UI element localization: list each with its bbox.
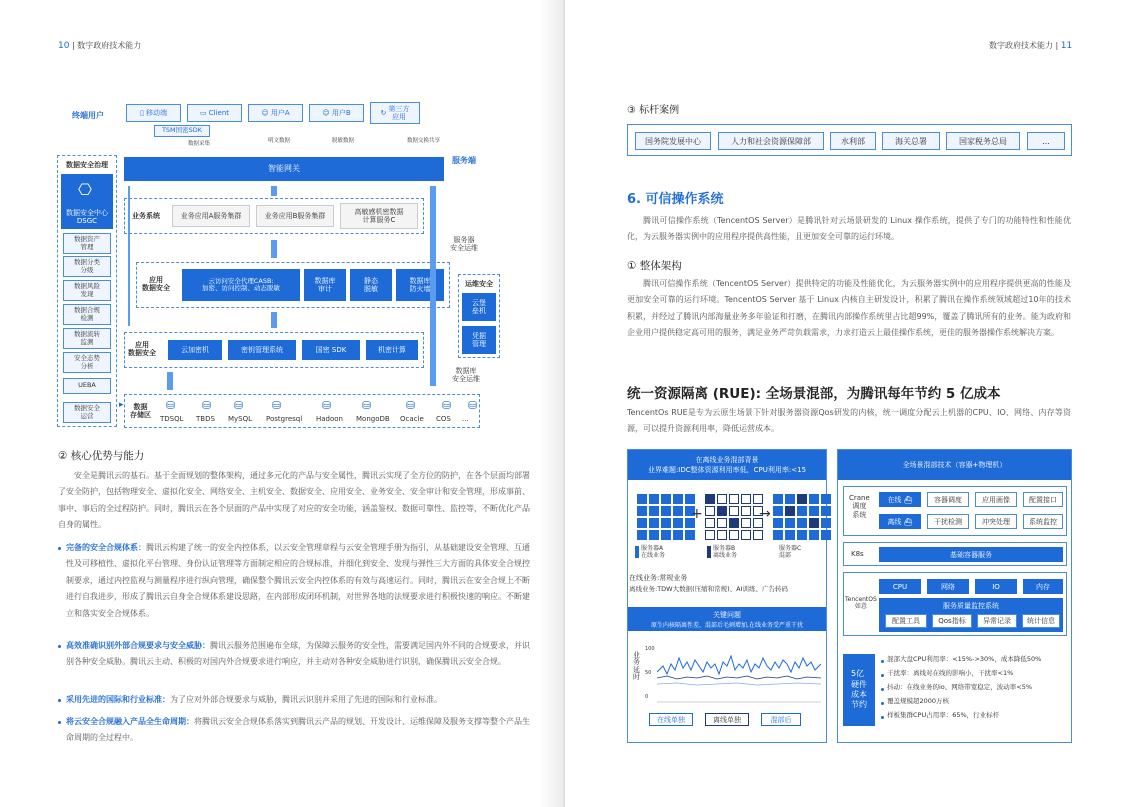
governance-title: 数据安全治理 [66,161,108,169]
saving-badge: 5亿 硬件 成本 节约 [843,654,875,726]
crane-item: 应用画像 [975,492,1017,507]
k8s-label: K8s [851,550,864,558]
db-firewall: 数据库 防火墙 [396,269,444,301]
server-b-grid [705,494,763,540]
flow-exchange: 数据交换共享 [407,138,441,144]
storage-item: Postgresql [266,415,303,423]
case-item: 人力和社会资源保障部 [718,132,824,150]
chart-line-mixed [657,656,821,674]
governance-item: 数据资产 管理 [63,233,111,254]
right-page [565,0,1128,807]
tos-label: TencentOS 如意 [845,596,877,611]
bullet-1: 完备的安全合规体系：腾讯云构建了统一的安全内控体系，以云安全管理章程与云安全管理手册为指引，从基础建设安全管理、互通性及可移植性、虚拟化平台管理、身份认证管理等方面制定相应的合规标准，并细化到安全、发现与弹性三大方面的具体安全合规控制要求，通过内控监视与测量程序进行纵向管理，确保整个腾讯云安全内控体系的有效与高速运行。同时，腾讯云在安全合规上不断进行自我进步，形成了腾讯云自身全合规体系建设思路，在内部形成闭环机制，对世界各地的法规要求进行积极快速的响应。不断建立和落实安全合规体系。 [66,543,530,618]
server-c-grid [773,494,831,540]
core-advantages-title: ② 核心优势与能力 [58,450,145,462]
os-title: 6. 可信操作系统 [627,192,724,207]
plus-icon: + [691,506,703,522]
dsgc: 数据安全中心 DSGC [61,174,113,229]
flow-plain: 明文数据 [268,138,291,144]
result-bullet [881,688,884,691]
crypto-label: 应用 数据安全 [128,341,156,358]
cloud-hsm: 云加密机 [168,340,222,360]
key-issue: 关键问题 原生内核隔离性差，混部后毛刺增加,在线业务受严重干扰 [628,607,826,631]
legend-offline-only: 离线单独 [705,713,749,726]
result-item: 混部大盘CPU利用率：<15%->30%，成本降低50% [887,655,1042,663]
result-bullet [881,716,884,719]
storage-label: 数据 存储区 [130,403,151,420]
arrow-right-icon: ▸ [119,400,124,410]
qos-item: 统计信息 [1022,614,1060,628]
end-user-label: 终端用户 [72,111,104,120]
result-item: 样板集群CPU占用率：65%，行业标杆 [887,711,1000,719]
qos-item: 异常记录 [977,614,1017,628]
online-tag: 在线 ⛴ [879,492,921,507]
chart-ylabel: 业务延时 [633,651,640,682]
end-user-client: ▭ Client [187,104,242,122]
legend-a: 服务器A 在线业务 [641,545,666,560]
user-icon: ☺ [322,108,332,117]
database-icon: ⛁ [234,399,244,412]
storage-item: ... [462,415,469,423]
bullet-3: 采用先进的国际和行业标准：为了应对外部合规要求与威胁，腾讯云识别并采用了先进的国际和行业标准。 [66,695,442,704]
server-label: 服务端 [452,156,476,165]
header-title: 数字政府技术能力 [989,41,1053,50]
monitor-icon: ▭ [199,108,209,117]
bullet-dot [58,721,61,724]
right-header: 数字政府技术能力 | 11 [989,41,1073,51]
smart-gateway: 智能网关 [124,157,444,181]
case-item: 国务院发展中心 [635,132,711,150]
intro-paragraph: 安全是腾讯云的基石。基于全面规划的整体架构，通过多元化的产品与安全属性，腾讯云实现了全方位的防护，在各个层面均部署了安全防护，包括物理安全、虚拟化安全、网络安全、主机安全、数据安全、应用安全、业务安全、安全审计和安全管理，形成事前、事中、事后的全过程防护。同时，腾讯云在各个层面的产品中实现了对应的安全功能，涵盖鉴权、数据可靠性、监控等，不断优化产品自身的属性。 [58,471,530,530]
business-app-c: 高敏感机密数据 计算服务C [340,203,418,229]
result-bullet [881,660,884,663]
share-icon: ↻ [380,108,389,117]
sm-sdk: 国密 SDK [302,340,360,360]
legend-b: 服务器B 离线业务 [713,545,738,560]
qos-item: 配置工具 [885,614,927,628]
app-security-label: 应用 数据安全 [142,276,170,293]
governance-item: 数据风险 发现 [63,280,111,301]
business-app-b: 业务应用B服务集群 [256,205,334,227]
header-title: 数字政府技术能力 [77,41,142,50]
database-icon: ⛁ [442,399,452,412]
res-item: 网络 [927,579,969,594]
arrow [167,372,173,390]
storage-item: MongoDB [356,415,390,423]
arch-title: ① 整体架构 [627,260,682,272]
result-item: 抖动：在线业务的io、网络带宽稳定，波动率<5% [887,683,1033,691]
confidential-computing: 机密计算 [366,340,418,360]
storage-item: TBDS [196,415,215,423]
chart-tick: 0 [645,694,649,700]
mobile-icon: ▯ [139,108,147,117]
end-user-b: ☺ 用户B [309,104,364,122]
case-item: 海关总署 [882,132,940,150]
online-desc: 在线业务:常规业务 [629,574,688,582]
legend-swatch [707,546,711,558]
arrow [271,312,277,328]
result-bullet [881,702,884,705]
case-item: ... [1027,132,1065,150]
res-item: 内存 [1023,579,1063,594]
crane-item: 容器调度 [927,492,969,507]
offline-tag: 离线 ⛴ [879,514,921,529]
case-item: 国家税务总局 [946,132,1020,150]
left-header: 10 | 数字政府技术能力 [58,41,142,51]
end-user-third-party: ↻ 第三方 应用 [370,102,420,124]
db-audit: 数据库 审计 [304,269,346,301]
crane-item: 配置接口 [1023,492,1063,507]
result-bullet [881,674,884,677]
database-icon: ⛁ [166,399,176,412]
result-item: 覆盖规模超2000万核 [887,697,950,705]
rue-bg-title: 在离线业务混部背景 业界难题:IDC整体资源利用率低，CPU利用率:<15 [628,450,826,480]
server-a-grid [637,494,695,540]
rue-text: TencentOs RUE是专为云原生场景下针对服务器资源Qos研发的内核，统一调度分配云上机器的CPU、IO、网络、内存等资源，可以提升资源利用率，降低运营成本。 [627,408,1071,434]
docker-icon: ⛴ [903,495,913,504]
governance-item: 数据分类 分级 [63,256,111,277]
tsm-sdk: TSM国密SDK [154,125,210,137]
user-icon: ☺ [261,108,271,117]
chart-line-online [657,683,821,685]
res-item: IO [975,579,1017,594]
arrow [271,240,277,258]
governance-item: 数据合规 检测 [63,304,111,325]
docker-icon: ⛴ [903,517,913,526]
latency-chart [657,644,821,704]
res-item: CPU [879,579,921,594]
arrow-right-icon: → [759,506,771,522]
server-ops: 服务器 安全运维 [450,236,478,253]
crane-item: 冲突处理 [975,514,1017,529]
governance-item: 数据安全 运营 [63,402,111,423]
qos-panel: 服务质量监控系统 [879,598,1063,632]
bullet-dot [58,645,61,648]
storage-item: COS [436,415,451,423]
chart-tick: 100 [645,646,655,652]
static-mask: 静态 脱敏 [350,269,392,301]
db-ops: 数据库 安全运维 [452,367,480,384]
qos-item: Qos指标 [932,614,972,628]
bullet-dot [58,699,61,702]
chart-tick: 50 [645,670,652,676]
connector-line [128,186,130,326]
storage-item: MySQL [228,415,253,423]
database-icon: ⛁ [202,399,212,412]
chart-line-offline [657,676,821,679]
page-number: 10 [58,41,70,51]
legend-c: 服务器C 混部 [779,545,802,560]
tech-title: 全场景混部技术（容器+物理机） [838,450,1071,480]
arrow [430,186,436,386]
database-icon: ⛁ [362,399,372,412]
governance-item: 安全态势 分析 [63,352,111,373]
ops-title: 运维安全 [465,280,493,288]
storage-item: TDSQL [160,415,184,423]
bullet-2: 高效准确识别外部合规要求与安全威胁：腾讯云服务范围遍布全球，为保障云服务的安全性，需要满足国内外不同的合规要求，并识别各种安全威胁。腾讯云主动、积极的对国内外合规要求进行响应，并主动对各种安全威胁进行识别，确保腾讯云安全合规。 [66,641,530,667]
arrow [271,186,277,196]
os-intro: 腾讯可信操作系统（TencentOS Server）是腾讯针对云场景研发的 Linux 操作系统，提供了专门的功能特性和性能优化，为云服务器实例中的应用程序提供高性能，且更加安全可靠的运行环境。 [627,216,1071,242]
case-title: ③ 标杆案例 [627,105,680,116]
database-icon: ⛁ [406,399,416,412]
bullet-4: 将云安全合规融入产品全生命周期：将腾讯云安全合规体系落实到腾讯云产品的规划、开发设计、运维保障及服务支撑等整个产品生命周期的全过程中。 [66,717,530,743]
k8s-item: 基础容器服务 [879,547,1063,562]
result-item: 干扰率：离线对在线的影响小，干扰率<1% [887,669,1014,677]
left-page [0,0,563,807]
end-user-mobile: ▯ 移动端 [126,104,181,122]
flow-collect: 数据采集 [188,141,211,147]
crane-item: 干扰检测 [927,514,969,529]
database-icon: ⛁ [272,399,282,412]
legend-swatch [635,546,639,558]
casb: 云访问安全代理CASB: 加密、访问控制、动态脱敏 [182,269,300,301]
governance-item: UEBA [63,378,111,394]
offline-desc: 离线业务:TDW大数据(压缩和常规)、AI训练、广告转码 [629,585,789,593]
end-user-a: ☺ 用户A [248,104,303,122]
rue-title: 统一资源隔离 (RUE): 全场景混部，为腾讯每年节约 5 亿成本 [627,386,1001,402]
legend-mixed: 混部后 [761,713,801,726]
database-icon: ⛁ [322,399,332,412]
business-system-label: 业务系统 [132,212,160,220]
bullet-dot [58,547,61,550]
bastion: 云堡 垒机 [462,293,496,321]
storage-item: Ocacle [400,415,424,423]
credential-mgmt: 凭据 管理 [462,326,496,354]
crane-item: 系统监控 [1023,514,1063,529]
arch-text: 腾讯可信操作系统（TencentOS Server）提供特定的功能及性能优化，为云服务器实例中的应用程序提供更高的性能及更加安全可靠的运行环境。TencentOS Server 基于 Linux 内核自主研发设计，积累了腾讯在操作系统领域超过10年的技术积累，并经过了腾讯内部海量业务多年验证和打磨，在腾讯内部操作系统里占比超99%，覆盖了腾讯所有的业务。能为政府和企业用户提供稳定高可用的服务，满足业务严苛负载需求，力求打造云上最佳操作系统，更佳的服务器操作系统解决方案。 [627,279,1071,338]
network-icon: ⎔ [78,180,92,199]
crane-label: Crane 调度 系统 [849,494,870,519]
business-app-a: 业务应用A服务集群 [172,205,250,227]
governance-item: 数据流转 监测 [63,328,111,349]
case-item: 水利部 [830,132,876,150]
storage-item: Hadoon [316,415,343,423]
page-number: 11 [1060,41,1073,51]
database-icon: ⛁ [468,399,478,412]
flow-masked: 脱敏数据 [332,138,355,144]
kms: 密钥管理系统 [228,340,296,360]
legend-online-only: 在线单独 [649,713,693,726]
